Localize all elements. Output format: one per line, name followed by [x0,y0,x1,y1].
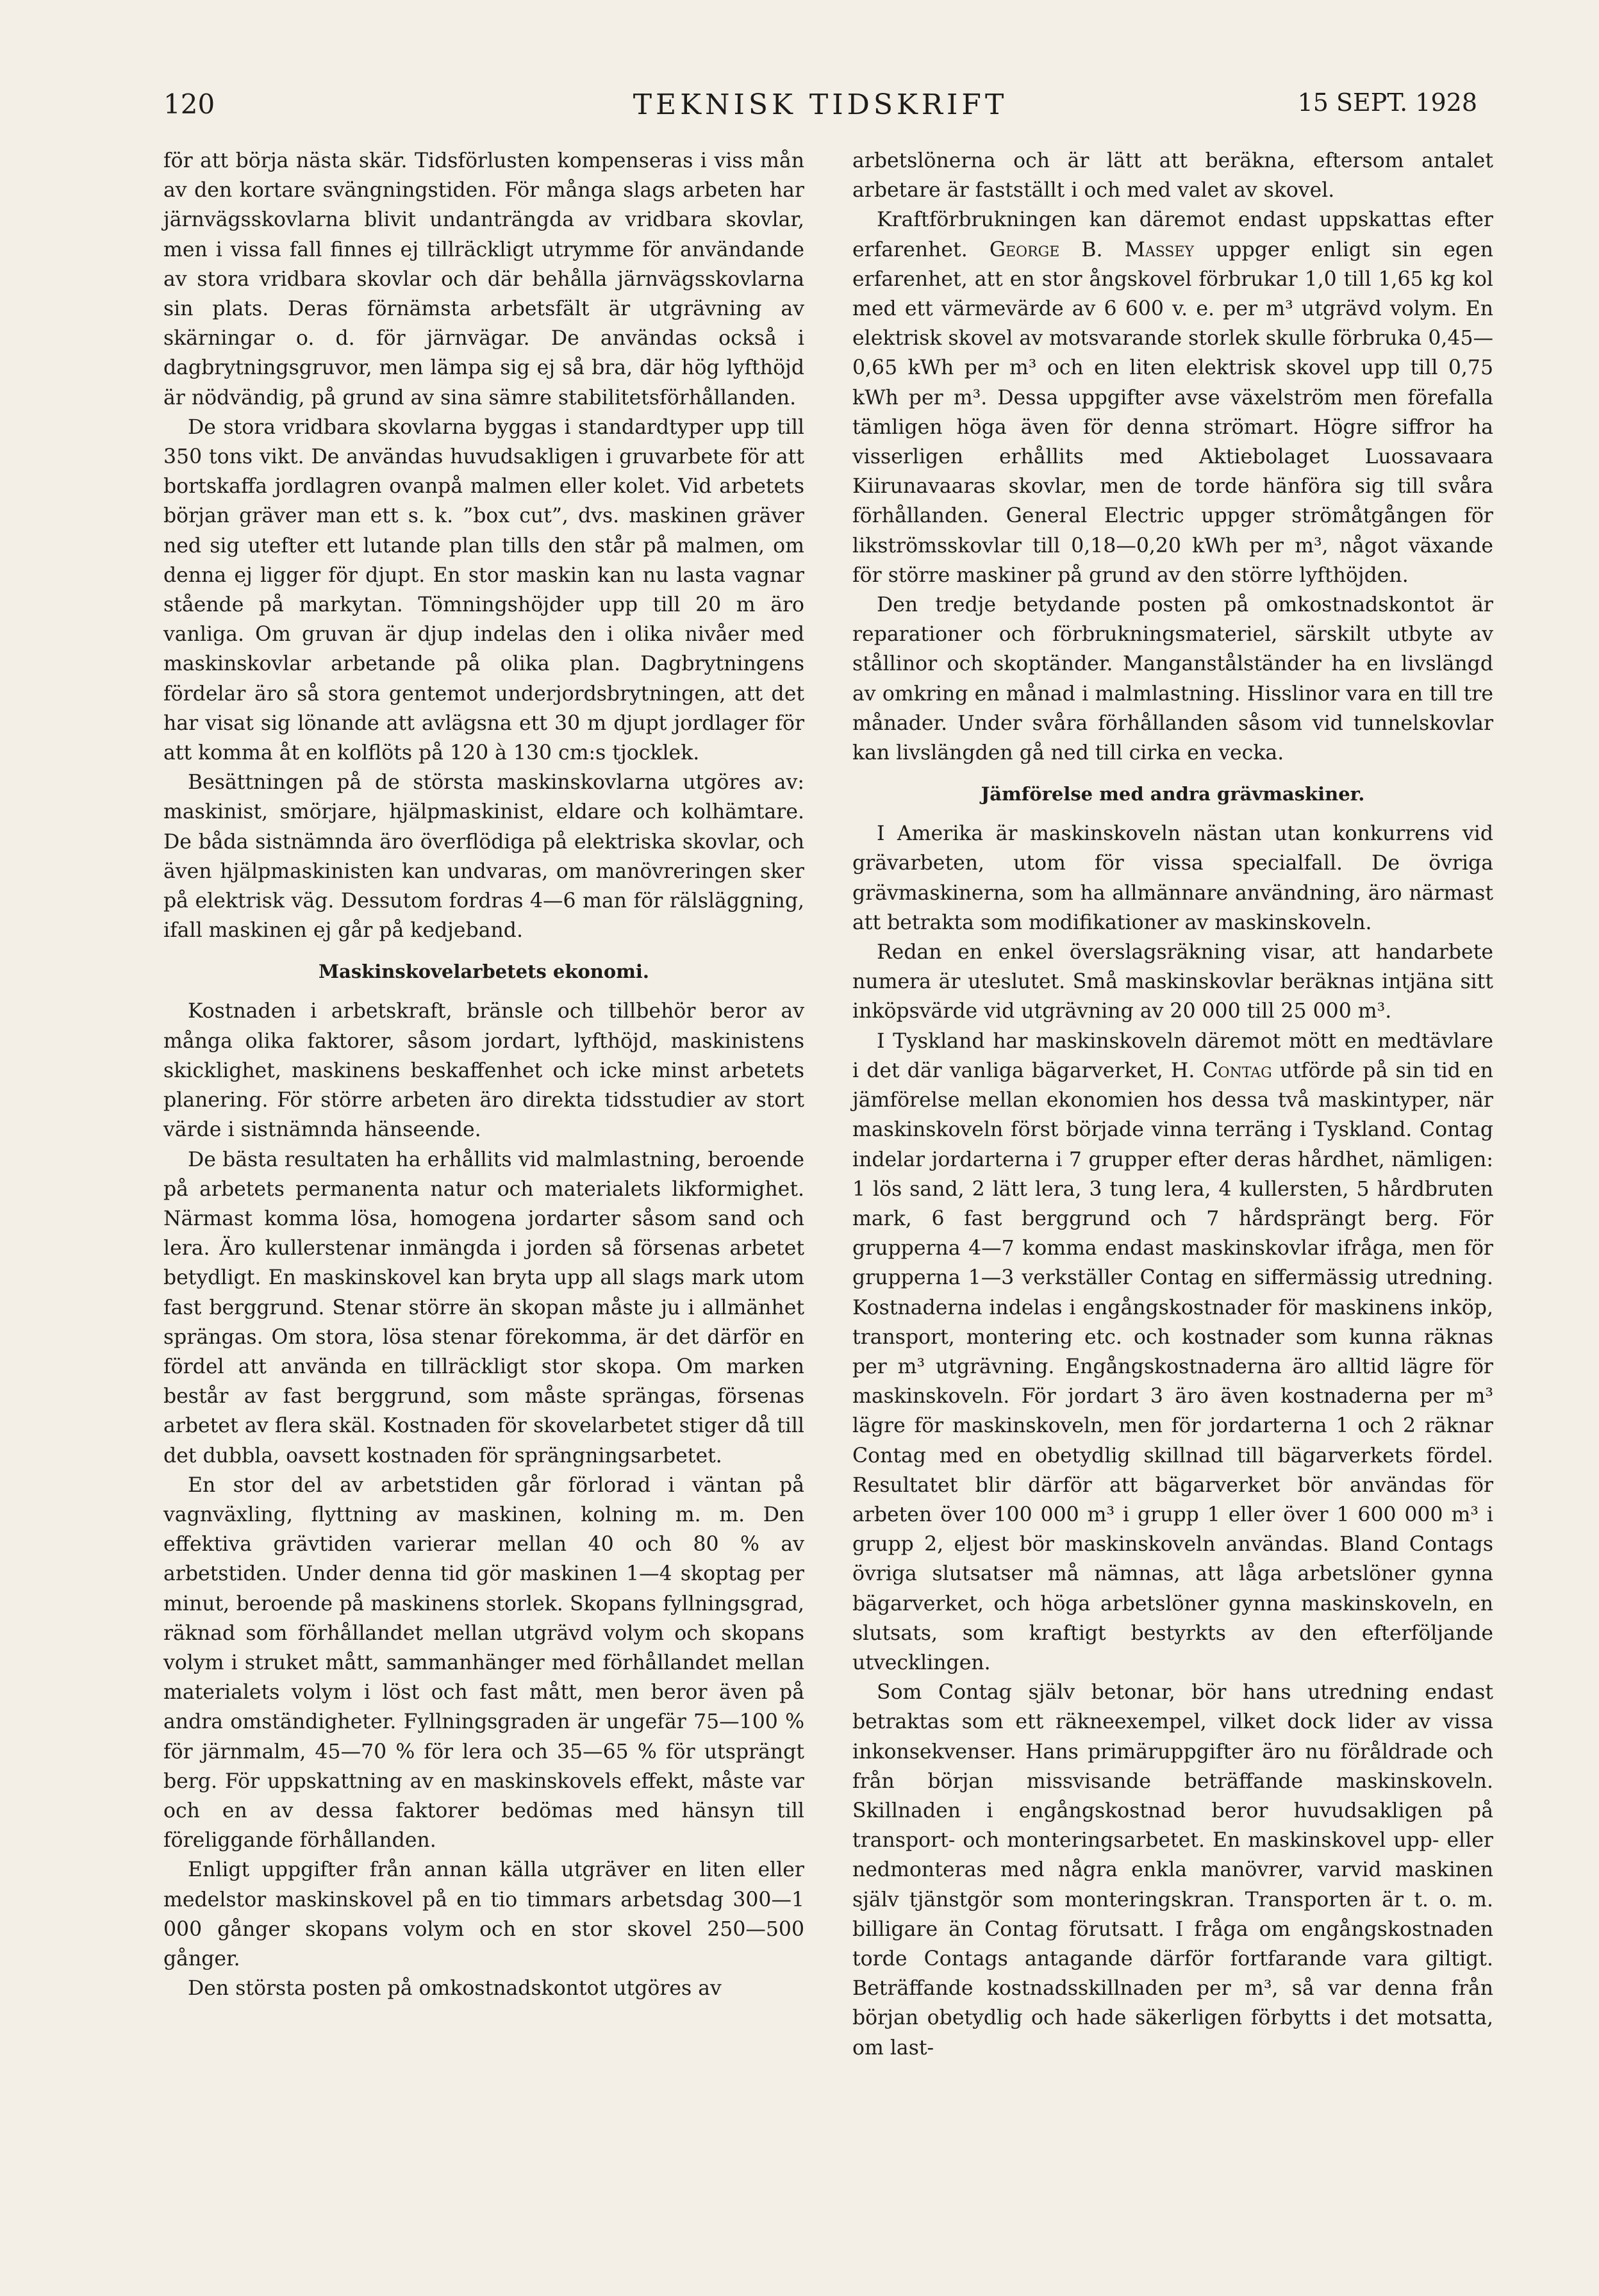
text-run: I Tyskland har maskinskoveln däremot mött en medtävlare i det där vanliga bägarverket, H. [852,1029,1493,1082]
left-column [163,146,804,2003]
paragraph [852,205,1493,590]
paragraph: Redan en enkel överslagsräkning visar, att handarbete numera är uteslutet. Små maskinskovlar beräknas intjäna sitt inköpsvärde vid utgrävning av 20 000 till 25 000 m³. [852,941,1493,1023]
paragraph: arbetslönerna och är lätt att beräkna, eftersom antalet arbetare är fastställt i och med valet av skovel. [852,149,1493,202]
paragraph: Enligt uppgifter från annan källa utgräver en liten eller medelstor maskinskovel på en tio timmars arbetsdag 300—1 000 gånger skopans volym och en stor skovel 250—500 gånger. [163,1858,804,1970]
paragraph: Den största posten på omkostnadskontot utgöres av [188,1977,722,2001]
paragraph: Kostnaden i arbetskraft, bränsle och tillbehör beror av många olika faktorer, såsom jordart, lyfthöjd, maskinistens skicklighet, maskinens beskaffenhet och icke minst arbetets planering. För större arbeten äro direkta tidsstudier av stort värde i sistnämnda hänseende. [163,1000,804,1142]
paragraph: för att börja nästa skär. Tidsförlusten kompenseras i viss mån av den kortare svängningstiden. För många slags arbeten har järnvägsskovlarna blivit undanträngda av vridbara skovlar, men i vissa fall finnes ej tillräckligt utrymme för användande av stora vridbara skovlar och där behålla järnvägsskovlarna sin plats. Deras förnämsta arbetsfält är utgrävning av skärningar o. d. för järnvägar. De användas också i dagbrytningsgruvor, men lämpa sig ej så bra, där hög lyfthöjd är nödvändig, på grund av sina sämre stabilitetsförhållanden. [163,149,804,409]
section-heading: Jämförelse med andra grävmaskiner. [981,783,1365,805]
paragraph: De bästa resultaten ha erhållits vid malmlastning, beroende på arbetets permanenta natur och materialets likformighet. Närmast komma lösa, homogena jordarter såsom sand och lera. Äro kullerstenar inmängda i jorden så försenas arbetet betydligt. En maskinskovel kan bryta upp all slags mark utom fast berggrund. Stenar större än skopan måste ju i allmänhet sprängas. Om stora, lösa stenar förekomma, är det därför en fördel att använda en tillräckligt stor skopa. Om marken består av fast berggrund, som måste sprängas, försenas arbetet av flera skäl. Kostnaden för skovelarbetet stiger då till det dubbla, oavsett kostnaden för sprängningsarbetet. [163,1148,804,1467]
page-header [163,88,1477,127]
text-run: utförde på sin tid en jämförelse mellan ekonomien hos dessa två maskintyper, när maskinskoveln först började vinna terräng i Tyskland. Contag indelar jordarterna i 7 grupper efter deras hårdhet, nämligen: 1 lös sand, 2 lätt lera, 3 tung lera, 4 kullersten, 5 hårdbruten mark, 6 fast berggrund och 7 hårdsprängt berg. För grupperna 4—7 komma endast maskinskovlar ifråga, men för grupperna 1—3 verkställer Contag en siffermässig utredning. Kostnaderna indelas i engångskostnader för maskinens inköp, transport, montering etc. och kostnader som kunna räknas per m³ utgrävning. Engångskostnaderna äro alltid lägre för maskinskoveln. För jordart 3 äro även kostnaderna per m³ lägre för maskinskoveln, men för jordarterna 1 och 2 räknar Contag med en obetydlig skillnad till bägarverkets fördel. Resultatet blir därför att bägarverket bör användas för arbeten över 100 000 m³ i grupp 1 eller över 1 600 000 m³ i grupp 2, eljest bör maskinskoveln användas. Bland Contags övriga slutsatser må nämnas, att låga arbetslöner gynna bägarverket, och höga arbetslöner gynna maskinskoveln, en slutsats, som kraftigt bestyrkts av den efterföljande utvecklingen. [852,1059,1494,1674]
paragraph: Besättningen på de största maskinskovlarna utgöres av: maskinist, smörjare, hjälpmaskinist, eldare och kolhämtare. De båda sistnämnda äro överflödiga på elektriska skovlar, och även hjälpmaskinisten kan undvaras, om manövreringen sker på elektrisk väg. Dessutom fordras 4—6 man för rälsläggning, ifall maskinen ej går på kedjeband. [163,771,804,943]
text-run: Kraftförbrukningen kan däremot endast uppskattas efter erfarenhet. [852,208,1493,261]
paragraph: I Amerika är maskinskoveln nästan utan konkurrens vid grävarbeten, utom för vissa specialfall. De övriga grävmaskinerna, som ha allmännare användning, äro närmast att betrakta som modifikationer av maskinskoveln. [852,822,1493,934]
paragraph: En stor del av arbetstiden går förlorad i väntan på vagnväxling, flyttning av maskinen, kolning m. m. Den effektiva grävtiden varierar mellan 40 och 80 % av arbetstiden. Under denna tid gör maskinen 1—4 skoptag per minut, beroende på maskinens storlek. Skopans fyllningsgrad, räknad som förhållandet mellan utgrävd volym och skopans volym i struket mått, sammanhänger med förhållandet mellan materialets volym i löst och fast mått, men beror även på andra omständigheter. Fyllningsgraden är ungefär 75—100 % för järnmalm, 45—70 % för lera och 35—65 % för utsprängt berg. För uppskattning av en maskinskovels effekt, måste var och en av dessa faktorer bedömas med hänsyn till föreliggande förhållanden. [163,1473,804,1853]
paragraph: Som Contag själv betonar, bör hans utredning endast betraktas som ett räkneexempel, vilket dock lider av vissa inkonsekvenser. Hans primäruppgifter äro nu föråldrade och från början missvisande beträffande maskinskoveln. Skillnaden i engångskostnad beror huvudsakligen på transport- och monteringsarbetet. En maskinskovel upp- eller nedmonteras med några enkla manövrer, varvid maskinen själv tjänstgör som monteringskran. Transporten är t. o. m. billigare än Contag förutsatt. I fråga om engångskostnaden torde Contags antagande därför fortfarande vara giltigt. Beträffande kostnadsskillnaden per m³, så var denna från början obetydlig och hade säkerligen förbytts i det motsatta, om last- [852,1681,1493,2060]
page-number: 120 [163,88,215,120]
paragraph: De stora vridbara skovlarna byggas i standardtyper upp till 350 tons vikt. De användas huvudsakligen i gruvarbete för att bortskaffa jordlagren ovanpå malmen eller kolet. Vid arbetets början gräver man ett s. k. ”box cut”, dvs. maskinen gräver ned sig utefter ett lutande plan tills den står på malmen, om denna ej ligger för djupt. En stor maskin kan nu lasta vagnar stående på markytan. Tömningshöjder upp till 20 m äro vanliga. Om gruvan är djup indelas den i olika nivåer med maskinskovlar arbetande på olika plan. Dagbrytningens fördelar äro så stora gentemot underjordsbrytningen, att det har visat sig lönande att avlägsna ett 30 m djupt jordlager för att komma åt en kolflöts på 120 à 130 cm:s tjocklek. [163,415,804,765]
author-name: George B. Massey [989,238,1195,261]
paragraph: Den tredje betydande posten på omkostnadskontot är reparationer och förbrukningsmateriel, särskilt utbyte av stållinor och skoptänder. Manganstålständer ha en livslängd av omkring en månad i malmlastning. Hisslinor vara en till tre månader. Under svåra förhållanden såsom vid tunnelskovlar kan livslängden gå ned till cirka en vecka. [852,593,1493,765]
author-name: Contag [1202,1059,1272,1082]
text-run: uppger enligt sin egen erfarenhet, att en stor ångskovel förbrukar 1,0 till 1,65 kg kol med ett värmevärde av 6 600 v. e. per m³ utgrävd volym. En elektrisk skovel av motsvarande storlek skulle förbruka 0,45—0,65 kWh per m³ och en liten elektrisk skovel upp till 0,75 kWh per m³. Dessa uppgifter avse växelström men förefalla tämligen höga även för denna strömart. Högre siffror ha visserligen erhållits med Aktiebolaget Luossavaara Kiirunavaaras skovlar, men de torde hänföra sig till svåra förhållanden. General Electric uppger strömåtgången för likströmsskovlar till 0,18—0,20 kWh per m³, något växande för större maskiner på grund av den större lyfthöjden. [852,238,1493,587]
paragraph [852,1027,1493,1678]
journal-title: TEKNISK TIDSKRIFT [633,88,1008,121]
section-heading: Maskinskovelarbetets ekonomi. [318,961,650,983]
right-column [852,146,1493,2063]
issue-date: 15 SEPT. 1928 [1297,88,1477,117]
